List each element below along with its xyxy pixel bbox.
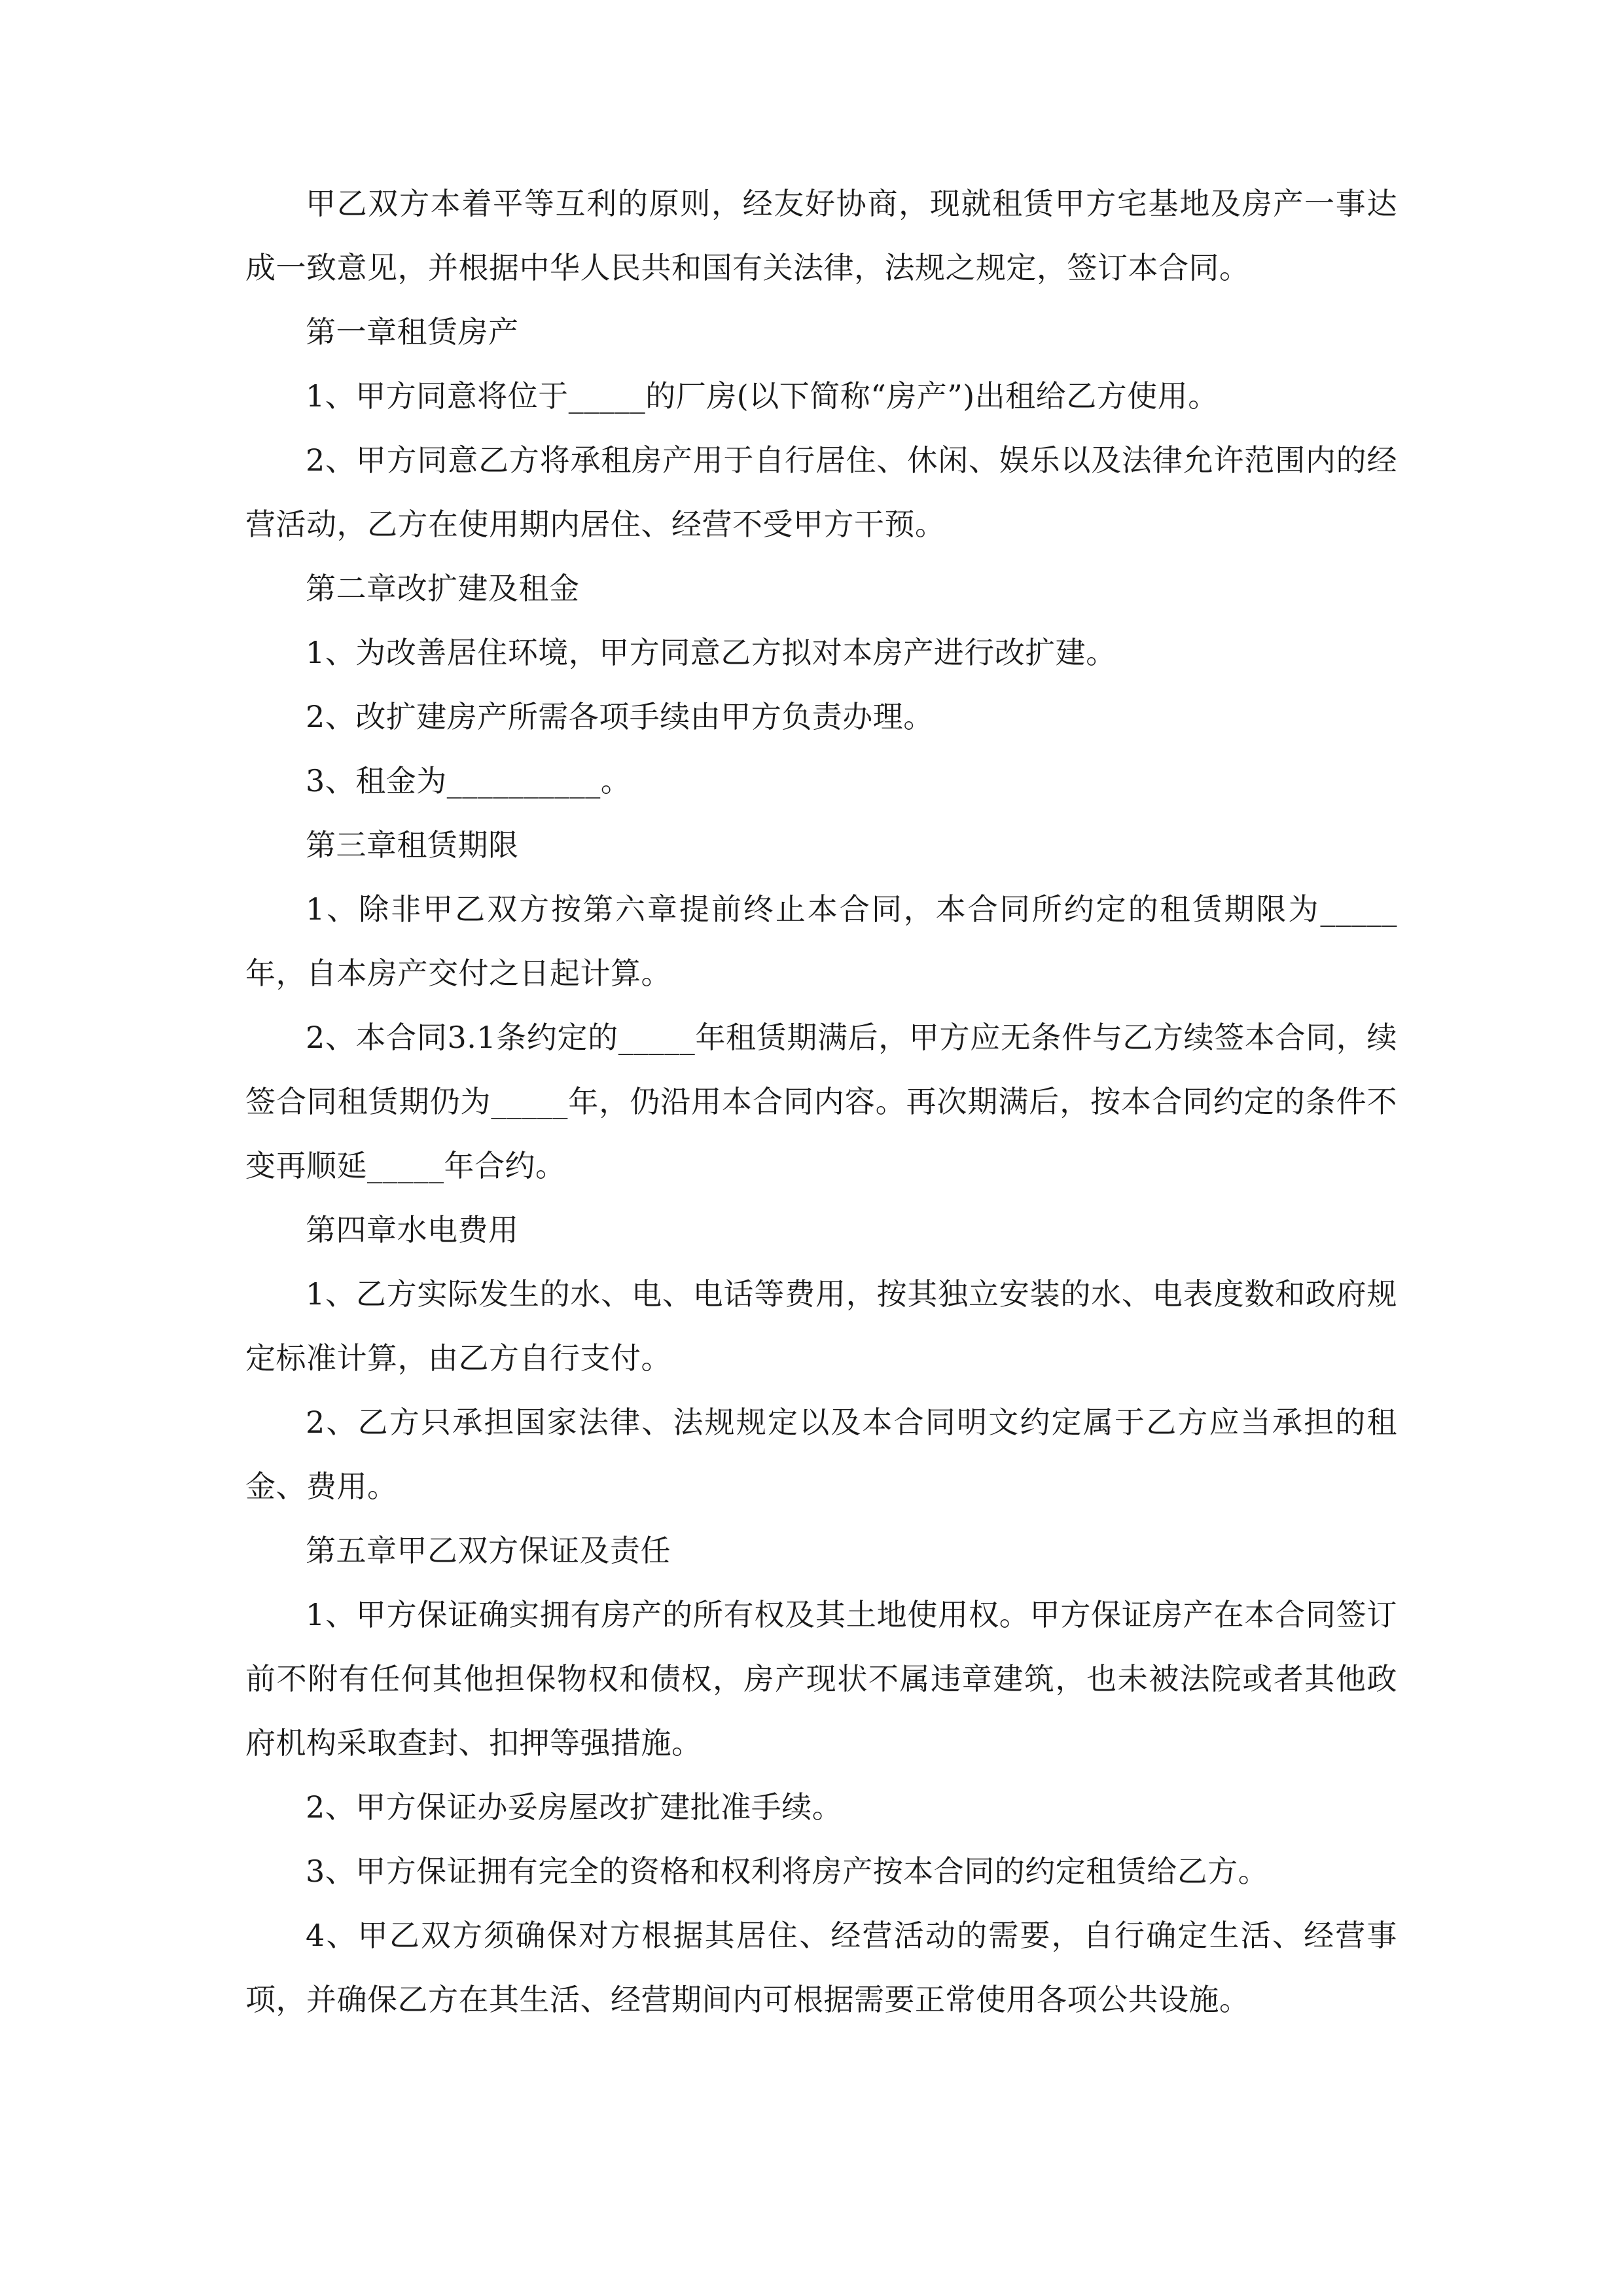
- chapter-5-clause-4: 4、甲乙双方须确保对方根据其居住、经营活动的需要，自行确定生活、经营事项，并确保乙方在其生活、经营期间内可根据需要正常使用各项公共设施。: [245, 1918, 1397, 2017]
- chapter-2-clause-2: 2、改扩建房产所需各项手续由甲方负责办理。: [306, 699, 934, 734]
- chapter-4-clause-2: 2、乙方只承担国家法律、法规规定以及本合同明文约定属于乙方应当承担的租金、费用。: [245, 1405, 1397, 1504]
- chapter-5-clause-2: 2、甲方保证办妥房屋改扩建批准手续。: [306, 1789, 843, 1825]
- chapter-2-clause-3: 3、租金为__________。: [306, 763, 632, 798]
- chapter-5-clause-1: 1、甲方保证确实拥有房产的所有权及其土地使用权。甲方保证房产在本合同签订前不附有任何其他担保物权和债权，房产现状不属违章建筑，也未被法院或者其他政府机构采取查封、扣押等强措施。: [245, 1597, 1397, 1761]
- chapter-1-heading: 第一章租赁房产: [306, 314, 519, 350]
- chapter-2-clause-1: 1、为改善居住环境，甲方同意乙方拟对本房产进行改扩建。: [306, 635, 1116, 670]
- chapter-5-clause-3: 3、甲方保证拥有完全的资格和权利将房产按本合同的约定租赁给乙方。: [306, 1854, 1269, 1889]
- intro-paragraph: 甲乙双方本着平等互利的原则，经友好协商，现就租赁甲方宅基地及房产一事达成一致意见，并根据中华人民共和国有关法律，法规之规定，签订本合同。: [245, 186, 1397, 285]
- chapter-2-heading: 第二章改扩建及租金: [306, 571, 580, 606]
- chapter-4-clause-1: 1、乙方实际发生的水、电、电话等费用，按其独立安装的水、电表度数和政府规定标准计算，由乙方自行支付。: [245, 1276, 1397, 1376]
- chapter-3-heading: 第三章租赁期限: [306, 827, 519, 863]
- chapter-5-heading: 第五章甲乙双方保证及责任: [306, 1533, 671, 1568]
- contract-body: [245, 171, 1397, 2032]
- chapter-3-clause-1: 1、除非甲乙双方按第六章提前终止本合同，本合同所约定的租赁期限为_____年，自本房产交付之日起计算。: [245, 891, 1397, 991]
- chapter-1-clause-1: 1、甲方同意将位于_____的厂房(以下简称“房产”)出租给乙方使用。: [306, 378, 1219, 414]
- chapter-3-clause-2: 2、本合同3.1条约定的_____年租赁期满后，甲方应无条件与乙方续签本合同，续签合同租赁期仍为_____年，仍沿用本合同内容。再次期满后，按本合同约定的条件不变再顺延_____年合约。: [245, 1020, 1397, 1183]
- chapter-1-clause-2: 2、甲方同意乙方将承租房产用于自行居住、休闲、娱乐以及法律允许范围内的经营活动，乙方在使用期内居住、经营不受甲方干预。: [245, 442, 1397, 542]
- chapter-4-heading: 第四章水电费用: [306, 1212, 519, 1247]
